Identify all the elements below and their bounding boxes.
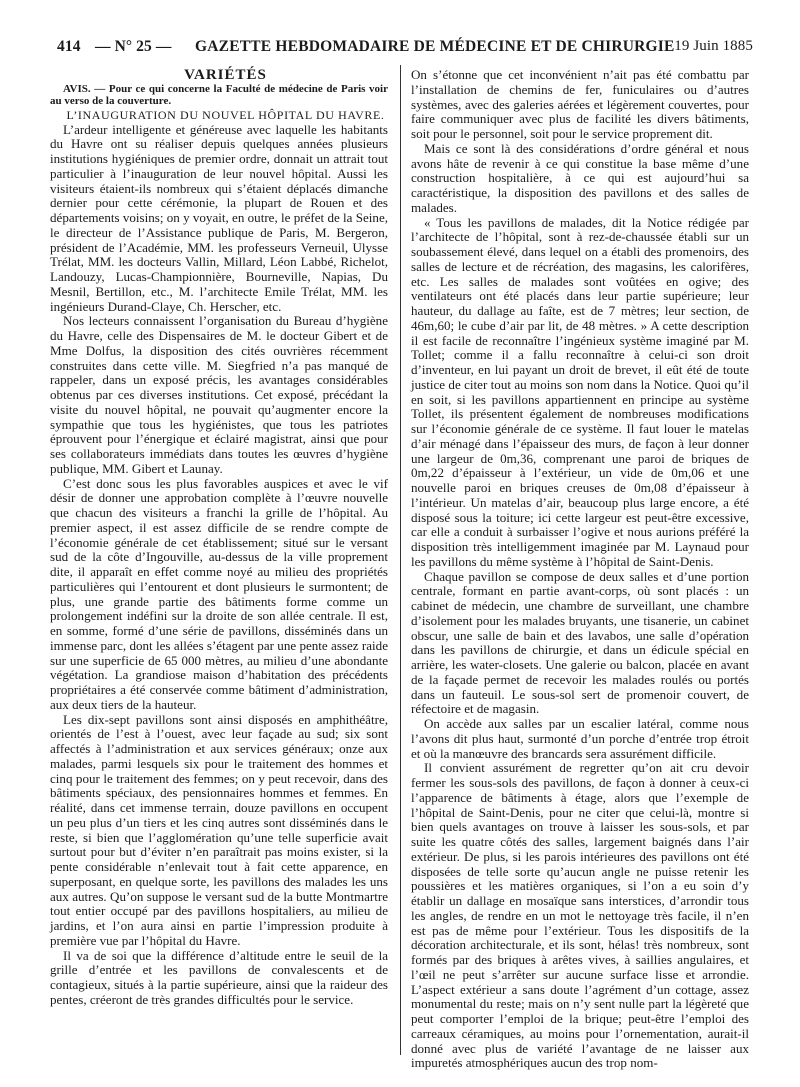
- paragraph: Nos lecteurs connaissent l’organisation du Bureau d’hygiène du Havre, celle des Dispensaires de M. le docteur Gibert et de Mme Dolfus, la disposition des cités ouvrières récemment construites dans cette ville. M. Siegfried n’a pas manqué de rappeler, dans un exposé précis, les avantages considérables obtenus par ces diverses institutions. Cet exposé, précédant la visite du nouvel hôpital, ne pouvait qu’augmenter encore la sympathie que tous les hygiénistes, que tous les patriotes éprouvent pour l’énergique et éclairé magistrat, ainsi que pour ses collaborateurs immédiats dans toutes les œuvres d’hygiène publique, MM. Gibert et Launay.: [50, 313, 388, 476]
- right-column: [411, 67, 749, 1071]
- journal-title: GAZETTE HEBDOMADAIRE DE MÉDECINE ET DE CHIRURGIE: [195, 38, 675, 55]
- issue-date: 19 Juin 1885: [674, 38, 753, 54]
- paragraph: On s’étonne que cet inconvénient n’ait pas été combattu par l’installation de chemins de fer, funiculaires ou d’autres systèmes, avec des galeries aérées et légèrement couvertes, pour faire communiquer avec plus de facilité les divers bâtiments, soit pour le personnel, soit pour le service proprement dit.: [411, 67, 749, 141]
- running-header: [57, 38, 753, 60]
- paragraph: Les dix-sept pavillons sont ainsi disposés en amphithéâtre, orientés de l’est à l’ouest, avec leur façade au sud; six sont affectés à l’administration et aux services généraux; onze aux malades, parmi lesquels six pour le traitement des hommes et cinq pour le traitement des femmes; on y peut recevoir, dans des bâtiments spéciaux, des pensionnaires hommes et femmes. En réalité, dans cet immense terrain, douze pavillons en occupent un peu plus d’un tiers et les cinq autres sont disséminés dans le reste, si bien que l’agglomération qu’une telle superficie avait surtout pour but d’éviter n’en paraîtrait pas moins exister, si la pente considérable n’enlevait tout à fait cette apparence, en superposant, en quelque sorte, les pavillons des malades les uns aux autres. Qu’on suppose le versant sud de la butte Montmartre tout entier occupé par des pavillons hospitaliers, au milieu de jardins, et l’on aura ainsi en partie l’impression produite à première vue par l’hôpital du Havre.: [50, 711, 388, 948]
- paragraph: Il va de soi que la différence d’altitude entre le seuil de la grille d’entrée et les pavillons de convalescents et de contagieux, situés à la partie supérieure, ainsi que la raideur des pentes, créeront de très grandes difficultés pour le service.: [50, 947, 388, 1007]
- paragraph: « Tous les pavillons de malades, dit la Notice rédigée par l’architecte de l’hôpital, sont à rez-de-chaussée établi sur un soubassement élevé, dans lequel on a établi des promenoirs, des salles de lecture et de récréation, des magasins, les calorifères, etc. Les salles de malades sont voûtées en ogive; des ventilateurs ont été placés dans leur partie supérieure; leur hauteur, du dallage au faîte, est de 7 mètres; leur section, de 46m,60; le cube d’air par lit, de 48 mètres. » A cette description il est facile de reconnaître l’ingénieux système imaginé par M. Tollet; comme il a fallu reconnaître à celui-ci son droit d’inventeur, en lui payant un droit de brevet, il eût été de toute justice de citer tout au moins son nom dans la Notice. Quoi qu’il en soit, si les pavillons appartiennent en principe au système Tollet, ils présentent également de nombreuses modifications sur l’économie générale de ce système. Il faut louer le matelas d’air ménagé dans l’épaisseur des murs, de façon à leur donner une largeur de 0m,36, comprenant une paroi de briques de 0m,22 d’épaisseur à l’extérieur, un vide de 0m,06 et une nouvelle paroi en briques creuses de 0m,08 d’épaisseur à l’intérieur. Un matelas d’air, beaucoup plus large encore, a été disposé sous la toiture; ici cette largeur est peut-être excessive, car elle a conduit à surbaisser l’ogive et nous aurions préféré la disposition très intelligemment imaginée par M. Laynaud pour les pavillons du même système à l’hôpital de Saint-Denis.: [411, 214, 749, 569]
- paragraph: C’est donc sous les plus favorables auspices et avec le vif désir de donner une approbation complète à l’œuvre nouvelle que chacun des visiteurs a franchi la grille de l’hôpital. Au premier aspect, il est assez difficile de se rendre compte de l’économie générale de cet établissement; situé sur le versant sud de la côte d’Ingouville, au-dessus de la ville proprement dite, il apparaît en effet comme noyé au milieu des propriétés particulières qui l’entourent et dont plusieurs le surmontent; de plus, une grande partie des bâtiments forme comme un prolongement indéfini sur la droite de son allée centrale. Il est, en somme, formé d’une série de pavillons, disséminés dans un immense parc, dont les allées s’étagent par une pente assez raide sur une superficie de 65 000 mètres, au milieu d’une abondante végétation. La grandiose maison d’habitation des précédents propriétaires a été conservée comme bâtiment d’administration, aux deux tiers de la hauteur.: [50, 475, 388, 712]
- section-title: VARIÉTÉS: [184, 67, 267, 83]
- paragraph: L’ardeur intelligente et généreuse avec laquelle les habitants du Havre ont su réaliser depuis quelques années plusieurs institutions hygiéniques de premier ordre, donnait un attrait tout particulier à l’inauguration de leur nouvel hôpital. Aussi les visiteurs étaient-ils nombreux qui s’étaient déplacés dimanche dernier pour cette cérémonie, la plupart de Rouen et des départements voisins; on y voyait, en outre, le préfet de la Seine, le directeur de l’Assistance publique de Paris, M. Bergeron, président de l’Académie, MM. les professeurs Verneuil, Ulysse Trélat, MM. les docteurs Vallin, Millard, Léon Labbé, Richelot, Landouzy, Lucas-Championnière, Bourneville, Napias, Du Mesnil, Bertillon, etc., M. l’architecte Emile Trélat, MM. les ingénieurs Durand-Claye, Ch. Herscher, etc.: [50, 121, 388, 314]
- page-number: 414: [57, 38, 81, 55]
- paragraph: On accède aux salles par un escalier latéral, comme nous l’avons dit plus haut, surmonté d’un porche d’entrée trop étroit et où la manœuvre des brancards sera assurément difficile.: [411, 716, 749, 761]
- issue-number: — N° 25 —: [95, 38, 172, 55]
- left-column: [50, 68, 388, 1056]
- paragraph: Mais ce sont là des considérations d’ordre général et nous avons hâte de revenir à ce qui constitue la base même d’une construction hospitalière, à ce qui est aujourd’hui sa caractéristique, la disposition des pavillons et des salles de malades.: [411, 140, 749, 215]
- article-title: L’INAUGURATION DU NOUVEL HÔPITAL DU HAVRE.: [66, 107, 385, 122]
- paragraph: Il convient assurément de regretter qu’on ait cru devoir fermer les sous-sols des pavillons, de façon à donner à ceux-ci l’apparence de bâtiments à étage, alors que l’exemple de l’hôpital de Saint-Denis, pour ne citer que celui-là, montre si bien quels avantages on trouve à laisser les sous-sols, et par suite les quatre côtés des salles, largement baignés dans l’air extérieur. De plus, si les parois intérieures des pavillons ont été disposées de telle sorte qu’aucun angle ne puisse retenir les poussières et les matières organiques, si l’on a eu soin d’y établir un dallage en mosaïque sans interstices, d’arrondir tous les angles, de rendre en un mot le nettoyage très facile, il n’en est pas de même pour l’extérieur. Tous les dispositifs de la décoration architecturale, et ils sont, hélas! très nombreux, sont formés par des briques à arêtes vives, à saillies angulaires, et l’œil ne peut s’arrêter sur aucune surface lisse et arrondie. L’aspect extérieur a sans doute l’agrément d’un cottage, assez monumental du reste; mais on n’y sent nulle part la légèreté que peut comporter l’emploi de la brique; peut-être l’emploi des carreaux céramiques, au moins pour l’ornementation, aurait-il donné avec plus de variété l’avantage de ne laisser aux impuretés atmosphériques aucun des trop nom-: [411, 760, 749, 1071]
- column-divider: [400, 65, 401, 1055]
- paragraph: Chaque pavillon se compose de deux salles et d’une portion centrale, formant en partie avant-corps, où sont placés : un cabinet de médecin, une chambre de surveillant, une chambre d’isolement pour les malades bruyants, une tisanerie, un cabinet obscur, une salle de bain et des lavabos, une salle d’opération dans les pavillons de chirurgie, et dans un édicule spécial en arrière, les water-closets. Une galerie ou balcon, placée en avant de la façade permet de recevoir les malades roulés ou portés dans un fauteuil. Le sous-sol sert de promenoir couvert, de réfectoire et de magasin.: [411, 568, 749, 717]
- faculty-notice: AVIS. — Pour ce qui concerne la Faculté de médecine de Paris voir au verso de la couverture.: [50, 82, 388, 108]
